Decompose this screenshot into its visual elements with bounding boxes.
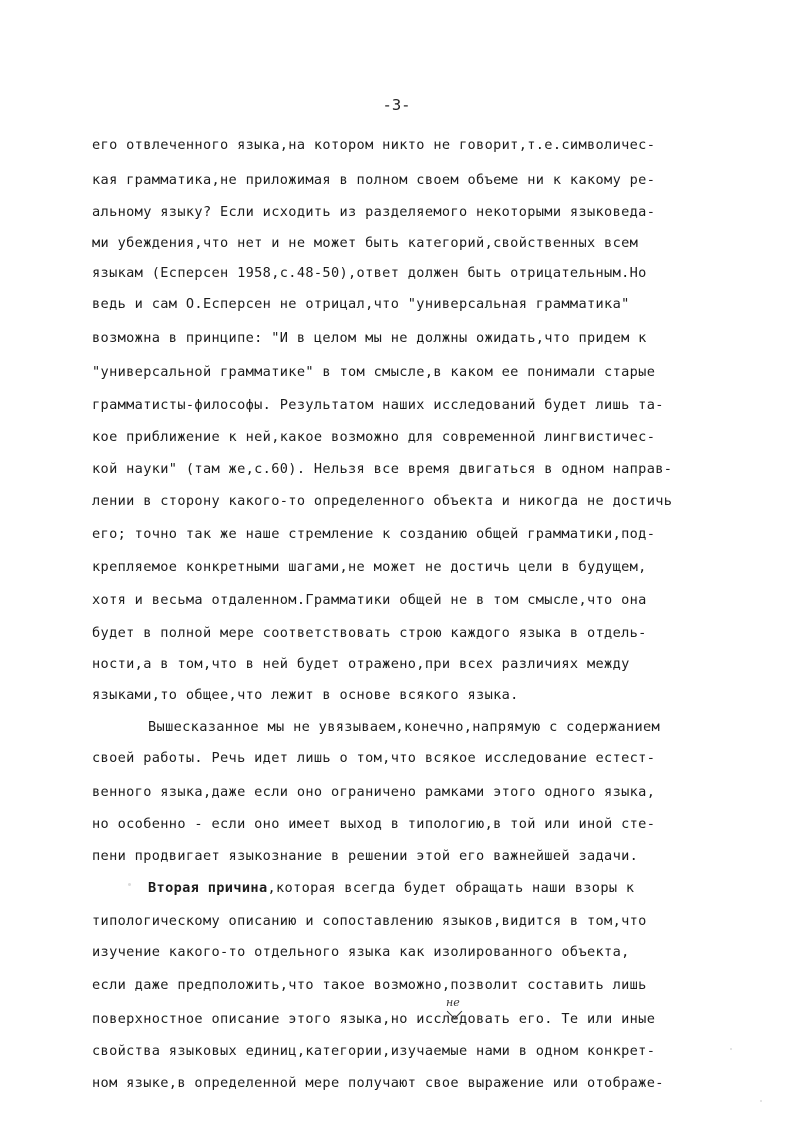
text-line: пени продвигает языкознание в решении этой его важнейшей задачи. (92, 848, 639, 864)
page-number: -3- (382, 96, 411, 114)
text-line: ности,а в том,что в ней будет отражено,при всех различиях между (92, 656, 630, 672)
text-line: но особенно - если оно имеет выход в типологию,в той или иной сте- (92, 816, 656, 832)
text-line: кой науки" (там же,с.60). Нельзя все время двигаться в одном направ- (92, 461, 673, 477)
text-line: своей работы. Речь идет лишь о том,что всякое исследование естест- (92, 750, 656, 766)
text-line: его отвлеченного языка,на котором никто не говорит,т.е.символичес- (92, 137, 656, 153)
text-line: ном языке,в определенной мере получают свое выражение или отображе- (92, 1075, 664, 1091)
text-line: грамматисты-философы. Результатом наших исследований будет лишь та- (92, 397, 664, 413)
text-line: языками,то общее,что лежит в основе всякого языка. (92, 687, 519, 703)
text-line: типологическому описанию и сопоставлению языков,видится в том,что (92, 913, 647, 929)
text-line: если даже предположить,что такое возможно,позволит составить лишь (92, 977, 647, 993)
scan-speck (730, 1048, 732, 1050)
text-line: возможна в принципе: "И в целом мы не должны ожидать,что придем к (92, 330, 647, 346)
scan-speck (760, 1100, 762, 1102)
scan-speck (128, 883, 131, 886)
handwritten-insertion: не (446, 996, 460, 1009)
text-line: альному языку? Если исходить из разделяемого некоторыми языковеда- (92, 204, 656, 220)
text-line (148, 880, 634, 896)
text-line: лении в сторону какого-то определенного объекта и никогда не достичь (92, 493, 673, 509)
text-line: свойства языковых единиц,категории,изучаемые нами в одном конкрет- (92, 1043, 656, 1059)
text-line: крепляемое конкретными шагами,не может не достичь цели в будущем, (92, 559, 647, 575)
text-line: поверхностное описание этого языка,но исследовать его. Те или иные (92, 1011, 656, 1027)
text-fragment: ,которая всегда будет обращать наши взоры к (267, 880, 635, 896)
text-line: ведь и сам О.Есперсен не отрицал,что "универсальная грамматика" (92, 296, 630, 312)
text-line: венного языка,даже если оно ограничено рамками этого одного языка, (92, 784, 656, 800)
text-line: языкам (Есперсен 1958,с.48-50),ответ должен быть отрицательным.Но (92, 265, 647, 281)
text-line: "универсальной грамматике" в том смысле,в каком ее понимали старые (92, 364, 656, 380)
text-line: ми убеждения,что нет и не может быть категорий,свойственных всем (92, 235, 639, 251)
text-line: кая грамматика,не приложимая в полном своем объеме ни к какому ре- (92, 172, 656, 188)
text-line: изучение какого-то отдельного языка как изолированного объекта, (92, 944, 630, 960)
text-line: его; точно так же наше стремление к созданию общей грамматики,под- (92, 526, 656, 542)
text-line: будет в полной мере соответствовать строю каждого языка в отдель- (92, 625, 647, 641)
emphasized-phrase: Вторая причина (148, 880, 268, 896)
text-line: хотя и весьма отдаленном.Грамматики общей не в том смысле,что она (92, 592, 647, 608)
text-line: Вышесказанное мы не увязываем,конечно,напрямую с содержанием (148, 719, 661, 735)
text-line: кое приближение к ней,какое возможно для современной лингвистичес- (92, 429, 656, 445)
